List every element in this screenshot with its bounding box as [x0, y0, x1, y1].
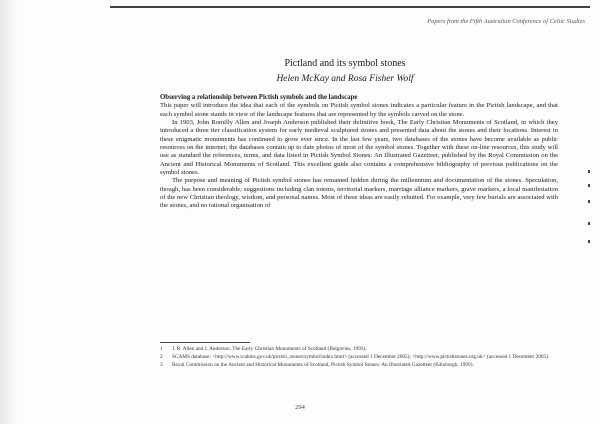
page-number: 294 — [295, 404, 305, 411]
paragraph-2: In 1903, John Romilly Allen and Joseph Anderson published their definitive book, The Early Christian Monuments of Scotland, in which they introduced a three tier classification system for early medieval sculptured stones and presented data about the stones and their locations. Interest in these enigmatic monuments has continued to grow ever since. In the last few years, two databases of the stones have become available as public resources on the internet; the databases contain up to date photos of most of the symbol stones. Together with these on-line resources, this study will use as standard the references, terms, and data listed in Pictish Symbol Stones: An Illustrated Gazetteer, published by the Royal Commission on the Ancient and Historical Monuments of Scotland. This excellent guide also contains a comprehensive bibliography of previous publications on the symbol stones. — [160, 119, 558, 177]
running-head: Papers from the Fifth Australian Conference of Celtic Studies — [427, 18, 585, 25]
scan-speck — [588, 200, 590, 203]
section-heading: Observing a relationship between Pictish symbols and the landscape — [160, 94, 358, 101]
scan-speck — [588, 184, 590, 187]
page-title: Pictland and its symbol stones — [284, 58, 406, 69]
footnote-3 — [160, 362, 558, 368]
binding-gutter-shadow — [0, 0, 18, 424]
footnote-text: J. R. Allen and J. Anderson, The Early Christian Monuments of Scotland (Balgavies, 1993). — [172, 346, 367, 352]
footnote-number: 3 — [160, 361, 163, 368]
scan-speck — [588, 240, 590, 243]
footnote-number: 2 — [160, 353, 163, 360]
margin-scan-marks — [588, 170, 592, 250]
footnote-2 — [160, 354, 558, 360]
footnote-rule — [160, 342, 250, 343]
body-text — [160, 94, 558, 211]
footnotes — [160, 346, 558, 369]
authors: Helen McKay and Rosa Fisher Wolf — [276, 74, 414, 84]
top-rule — [110, 6, 590, 8]
paragraph-3: The purpose and meaning of Pictish symbol stones has remained hidden during the millennium and documentation of the stones. Speculation, though, has been considerable; suggestions including clan totems, territorial markers, marriage alliance markers, grave markers, a local manifestation of the new Christian theology, wisdom, and personal names. Most of these ideas are easily rebutted. For example, very few burials are associated with the stones, and no rational organisation of — [160, 177, 558, 210]
paragraph-1: This paper will introduce the idea that each of the symbols on Pictish symbol stones indicates a particular feature in the Pictish landscape, and that each symbol stone stands in view of the landscape features that are represented by the symbols carved on the stone. — [160, 102, 558, 118]
scan-speck — [588, 222, 590, 225]
scan-speck — [588, 170, 590, 173]
footnote-text: Royal Commission on the Ancient and Historical Monuments of Scotland, Pictish Symbol Stones: An Illustrated Gazetteer (Edinburgh, 1999). — [172, 361, 474, 368]
footnote-number: 1 — [160, 346, 163, 352]
footnote-text: SCAMS database: <http://www.rcahms.gov.uk/pictish_stones/symbol/index.html> (accessed 1 December 2005); <http://www.pictishstones.org.uk> (accessed 1 December 2005). — [172, 353, 550, 360]
footnote-1 — [160, 346, 558, 352]
